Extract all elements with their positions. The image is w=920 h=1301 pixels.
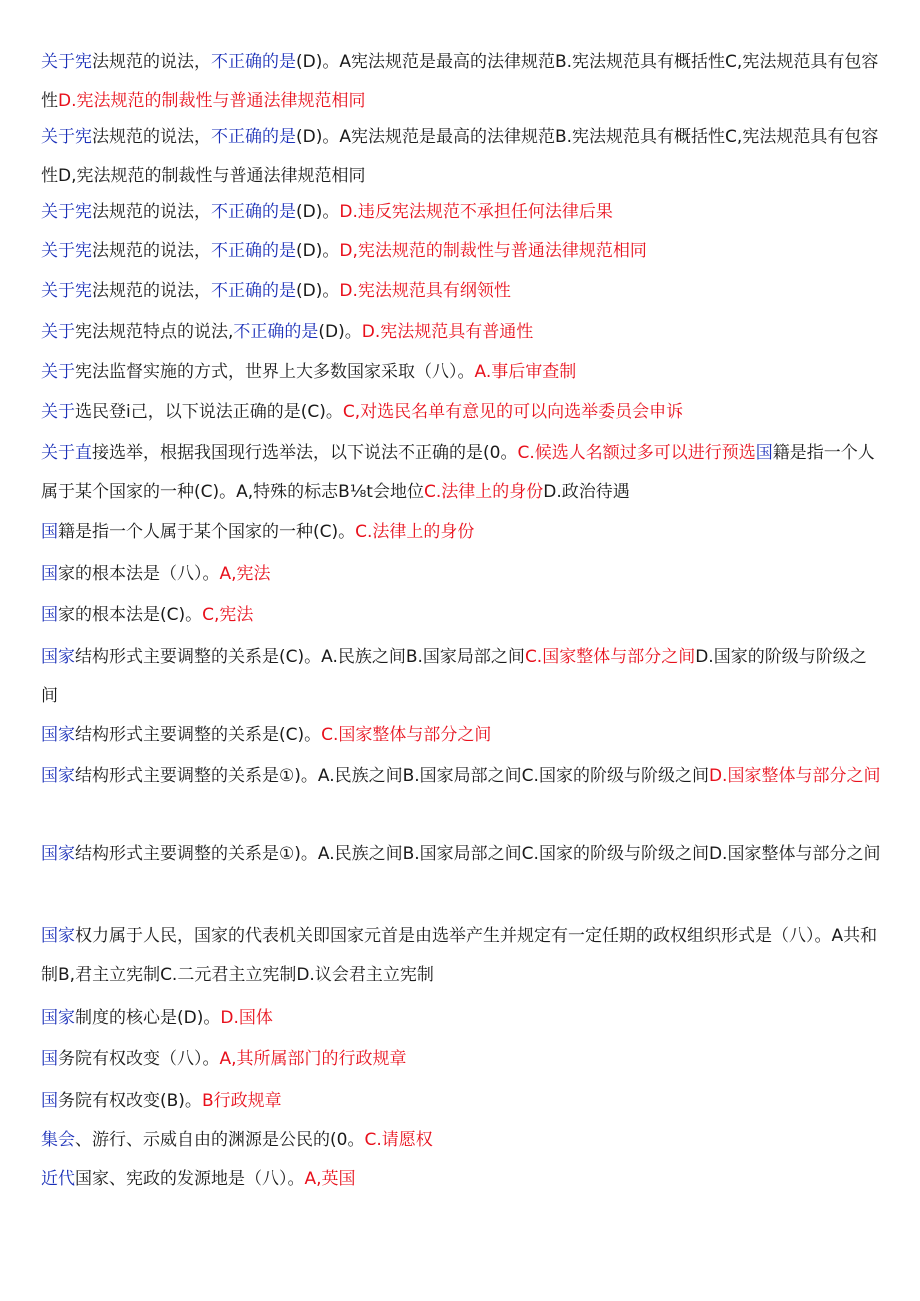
- qa-entry-21: [41, 1121, 883, 1160]
- body-text: 接选举，根据我国现行选举法，以下说法不正确的是(0。: [92, 443, 518, 463]
- body-text: 选民登i己，以下说法正确的是(C)。: [75, 402, 343, 422]
- answer-text: C,宪法: [202, 605, 254, 625]
- answer-text: A,其所属部门的行政规章: [219, 1049, 407, 1069]
- answer-text: D.违反宪法规范不承担任何法律后果: [339, 202, 613, 222]
- highlight-keyword: 国: [41, 605, 58, 625]
- body-text: 结构形式主要调整的关系是(C)。A.民族之间B.国家局部之间: [75, 647, 525, 667]
- body-text: 籍是指一个人属于某个国家的一种(C)。: [58, 522, 356, 542]
- highlight-keyword: 关于: [41, 362, 75, 382]
- body-text: 、游行、示威自由的渊源是公民的(0。: [75, 1130, 365, 1150]
- qa-entry-7: [41, 353, 883, 392]
- qa-entry-20: [41, 1082, 883, 1121]
- body-text: 法规范的说法，: [92, 127, 211, 147]
- qa-entry-8: [41, 393, 883, 432]
- highlight-keyword: 国家: [41, 1008, 75, 1028]
- qa-entry-11: [41, 555, 883, 594]
- highlight-keyword: 不正确的是: [211, 127, 296, 147]
- answer-text: D,宪法规范的制裁性与普通法律规范相同: [339, 241, 647, 261]
- highlight-keyword: 关于: [41, 402, 75, 422]
- highlight-keyword: 国: [41, 1091, 58, 1111]
- highlight-keyword: 国家: [41, 647, 75, 667]
- qa-entry-2: [41, 118, 883, 196]
- qa-entry-19: [41, 1040, 883, 1079]
- body-text: 籍是指一个人属于某个国家的一种(C)。A,特殊的标志B⅛t会地位: [41, 443, 875, 502]
- highlight-keyword: 国家: [41, 926, 75, 946]
- qa-entry-5: [41, 272, 883, 311]
- qa-entry-10: [41, 513, 883, 552]
- highlight-keyword: 不正确的是: [211, 52, 296, 72]
- highlight-keyword: 不正确的是: [233, 322, 319, 342]
- body-text: (D)。: [318, 322, 362, 342]
- highlight-keyword: 近代: [41, 1169, 75, 1189]
- answer-text: D.宪法规范具有普通性: [361, 322, 534, 342]
- answer-text: D.国家整体与部分之间: [708, 766, 881, 786]
- highlight-keyword: 关于宪: [41, 202, 92, 222]
- highlight-keyword: 关于宪: [41, 281, 92, 301]
- body-text: 法规范的说法，: [92, 202, 211, 222]
- answer-text: C,对选民名单有意见的可以向选举委员会申诉: [342, 402, 684, 422]
- highlight-keyword: 国: [41, 1049, 58, 1069]
- qa-entry-18: [41, 999, 883, 1038]
- body-text: D.国家的阶级与阶级之间: [41, 647, 867, 706]
- body-text: 务院有权改变（八）。: [58, 1049, 220, 1069]
- answer-text: A,英国: [304, 1169, 356, 1189]
- answer-text: A,宪法: [219, 564, 271, 584]
- body-text: 制度的核心是(D)。: [75, 1008, 221, 1028]
- body-text: 宪法监督实施的方式，世界上大多数国家采取（八）。: [75, 362, 475, 382]
- body-text: 家的根本法是（八）。: [58, 564, 220, 584]
- qa-entry-12: [41, 596, 883, 635]
- body-text: (D)。: [296, 281, 340, 301]
- highlight-keyword: 不正确的是: [211, 202, 296, 222]
- body-text: 国家、宪政的发源地是（八）。: [75, 1169, 305, 1189]
- qa-entry-13: [41, 638, 883, 716]
- highlight-keyword: 关于宪: [41, 241, 92, 261]
- answer-text: C.国家整体与部分之间: [524, 647, 696, 667]
- body-text: (D)。: [296, 202, 340, 222]
- highlight-keyword: 不正确的是: [211, 241, 296, 261]
- body-text: (D)。A宪法规范是最高的法律规范B.宪法规范具有概括性C,宪法规范具有包容性: [41, 52, 879, 111]
- body-text: (D)。A宪法规范是最高的法律规范B.宪法规范具有概括性C,宪法规范具有包容性D,宪法规范的制裁性与普通法律规范相同: [41, 127, 879, 186]
- body-text: D.政治待遇: [543, 482, 630, 502]
- qa-entry-1: [41, 43, 883, 121]
- qa-entry-15: [41, 757, 883, 796]
- qa-entry-17: [41, 917, 883, 995]
- highlight-keyword: 国: [755, 443, 773, 463]
- body-text: 法规范的说法，: [92, 281, 211, 301]
- answer-text: C.国家整体与部分之间: [321, 725, 492, 745]
- qa-entry-9: [41, 434, 883, 512]
- answer-text: A.事后审查制: [474, 362, 577, 382]
- qa-entry-3: [41, 193, 883, 232]
- highlight-keyword: 国: [41, 564, 58, 584]
- highlight-keyword: 国家: [41, 766, 75, 786]
- qa-entry-22: [41, 1160, 883, 1199]
- body-text: 结构形式主要调整的关系是(C)。: [75, 725, 322, 745]
- highlight-keyword: 关于宪: [41, 52, 92, 72]
- qa-entry-6: [41, 313, 883, 352]
- highlight-keyword: 不正确的是: [211, 281, 296, 301]
- answer-text: D.国体: [220, 1008, 273, 1028]
- highlight-keyword: 关于直: [41, 443, 92, 463]
- qa-entry-4: [41, 232, 883, 271]
- answer-text: B行政规章: [201, 1091, 282, 1111]
- body-text: 权力属于人民，国家的代表机关即国家元首是由选举产生并规定有一定任期的政权组织形式是（八）。A共和制B,君主立宪制C.二元君主立宪制D.议会君主立宪制: [41, 926, 878, 985]
- qa-entry-14: [41, 716, 883, 755]
- highlight-keyword: 国家: [41, 844, 75, 864]
- body-text: 法规范的说法，: [92, 241, 211, 261]
- body-text: (D)。: [296, 241, 340, 261]
- qa-entry-16: [41, 835, 883, 874]
- answer-text: C.法律上的身份: [423, 482, 544, 502]
- highlight-keyword: 国家: [41, 725, 75, 745]
- answer-text: C.法律上的身份: [355, 522, 475, 542]
- body-text: 务院有权改变(B)。: [58, 1091, 202, 1111]
- answer-text: D.宪法规范的制裁性与普通法律规范相同: [58, 91, 366, 111]
- body-text: 法规范的说法，: [92, 52, 211, 72]
- highlight-keyword: 关于: [41, 322, 75, 342]
- answer-text: C.请愿权: [364, 1130, 433, 1150]
- body-text: 宪法规范特点的说法,: [75, 322, 234, 342]
- highlight-keyword: 关于宪: [41, 127, 92, 147]
- highlight-keyword: 集会: [41, 1130, 75, 1150]
- answer-text: D.宪法规范具有纲领性: [339, 281, 511, 301]
- body-text: 家的根本法是(C)。: [58, 605, 203, 625]
- answer-text: C.候选人名额过多可以进行预选: [517, 443, 756, 463]
- body-text: 结构形式主要调整的关系是①)。A.民族之间B.国家局部之间C.国家的阶级与阶级之间D.国家整体与部分之间: [75, 844, 881, 864]
- highlight-keyword: 国: [41, 522, 58, 542]
- body-text: 结构形式主要调整的关系是①)。A.民族之间B.国家局部之间C.国家的阶级与阶级之间: [75, 766, 709, 786]
